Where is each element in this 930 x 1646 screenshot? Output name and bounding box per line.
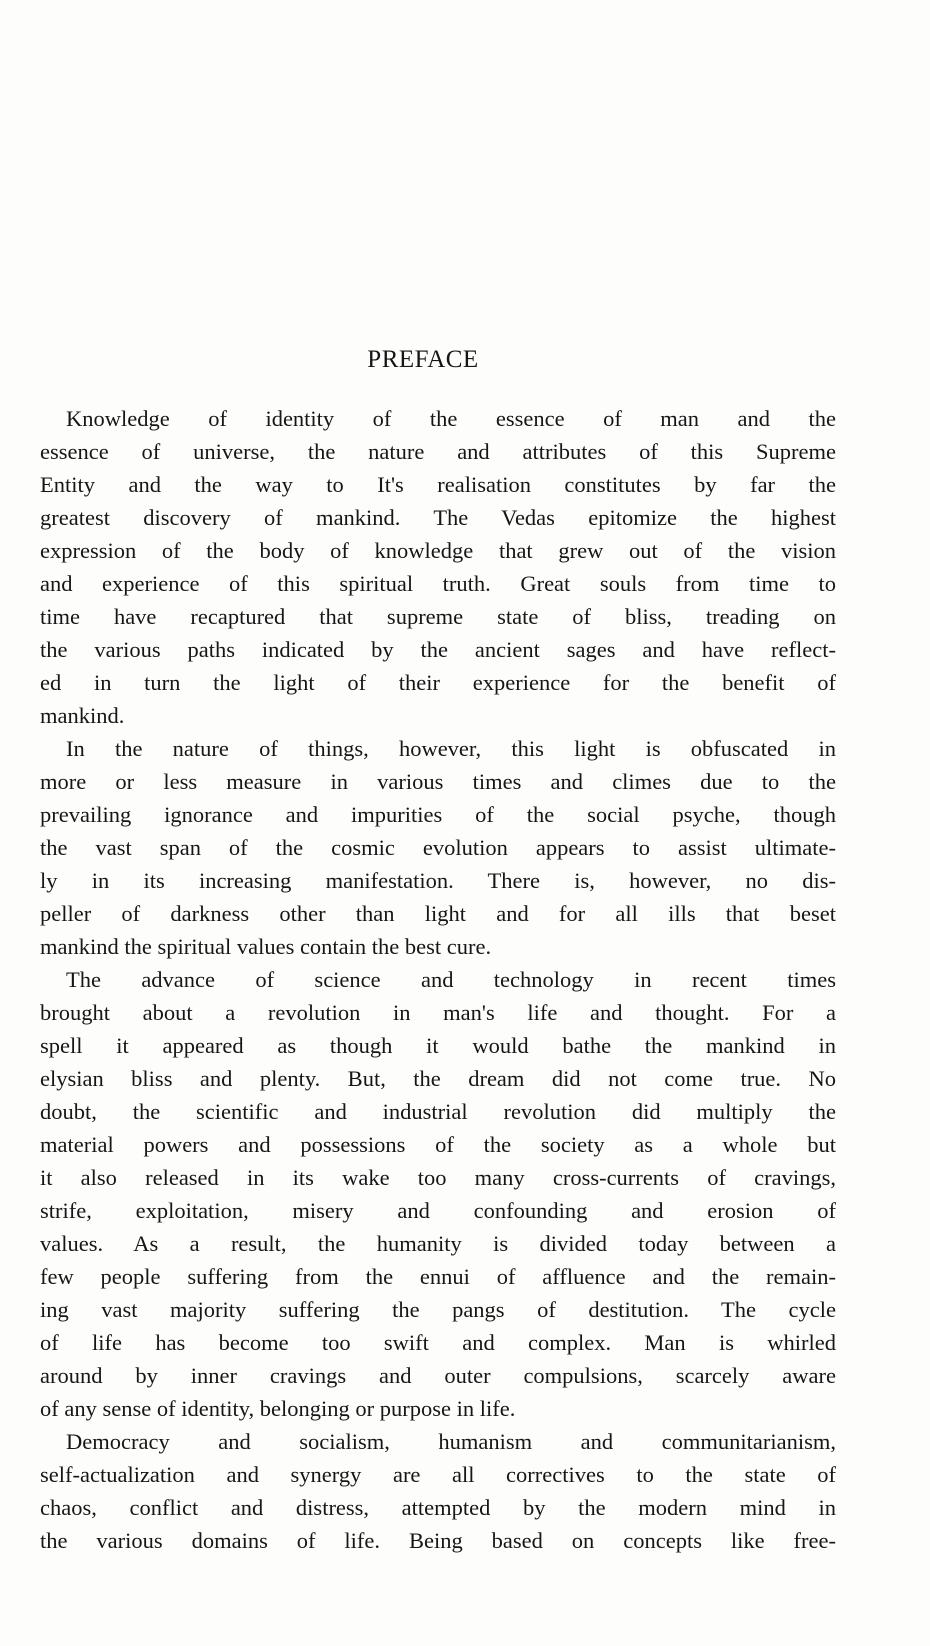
text-line: expression of the body of knowledge that grew out of the vision [40, 538, 836, 563]
preface-body [40, 402, 836, 1557]
text-line: greatest discovery of mankind. The Vedas epitomize the highest [40, 505, 836, 530]
text-line: material powers and possessions of the society as a whole but [40, 1132, 836, 1157]
text-line: The advance of science and technology in recent times [66, 967, 836, 992]
text-line: values. As a result, the humanity is divided today between a [40, 1231, 836, 1256]
text-line: more or less measure in various times and climes due to the [40, 769, 836, 794]
text-line: the various paths indicated by the ancient sages and have reflect- [40, 637, 836, 662]
text-line: prevailing ignorance and impurities of the social psyche, though [40, 802, 836, 827]
text-line: Entity and the way to It's realisation constitutes by far the [40, 472, 836, 497]
text-line: Knowledge of identity of the essence of man and the [66, 406, 836, 431]
text-line: essence of universe, the nature and attributes of this Supreme [40, 439, 836, 464]
text-line: and experience of this spiritual truth. Great souls from time to [40, 571, 836, 596]
paragraph [40, 732, 836, 963]
paragraph [40, 402, 836, 732]
text-line: ed in turn the light of their experience for the benefit of [40, 670, 836, 695]
text-line: brought about a revolution in man's life and thought. For a [40, 1000, 836, 1025]
text-line: Democracy and socialism, humanism and communitarianism, [66, 1429, 836, 1454]
page-title: PREFACE [367, 346, 479, 373]
text-line: ing vast majority suffering the pangs of destitution. The cycle [40, 1297, 836, 1322]
text-line: of any sense of identity, belonging or purpose in life. [40, 1396, 516, 1421]
text-line: spell it appeared as though it would bathe the mankind in [40, 1033, 836, 1058]
text-line: peller of darkness other than light and for all ills that beset [40, 901, 836, 926]
text-line: the vast span of the cosmic evolution appears to assist ultimate- [40, 835, 836, 860]
text-line: mankind. [40, 703, 125, 728]
text-line: few people suffering from the ennui of affluence and the remain- [40, 1264, 836, 1289]
text-line: time have recaptured that supreme state of bliss, treading on [40, 604, 836, 629]
paragraph [40, 963, 836, 1425]
text-line: of life has become too swift and complex. Man is whirled [40, 1330, 836, 1355]
text-line: the various domains of life. Being based on concepts like free- [40, 1528, 836, 1553]
text-line: chaos, conflict and distress, attempted by the modern mind in [40, 1495, 836, 1520]
text-line: elysian bliss and plenty. But, the dream did not come true. No [40, 1066, 836, 1091]
text-line: doubt, the scientific and industrial revolution did multiply the [40, 1099, 836, 1124]
text-line: mankind the spiritual values contain the best cure. [40, 934, 492, 959]
paragraph [40, 1425, 836, 1557]
text-line: self-actualization and synergy are all correctives to the state of [40, 1462, 836, 1487]
text-line: In the nature of things, however, this light is obfuscated in [66, 736, 836, 761]
text-line: ly in its increasing manifestation. There is, however, no dis- [40, 868, 836, 893]
text-line: around by inner cravings and outer compulsions, scarcely aware [40, 1363, 836, 1388]
text-line: strife, exploitation, misery and confounding and erosion of [40, 1198, 836, 1223]
text-line: it also released in its wake too many cross-currents of cravings, [40, 1165, 836, 1190]
